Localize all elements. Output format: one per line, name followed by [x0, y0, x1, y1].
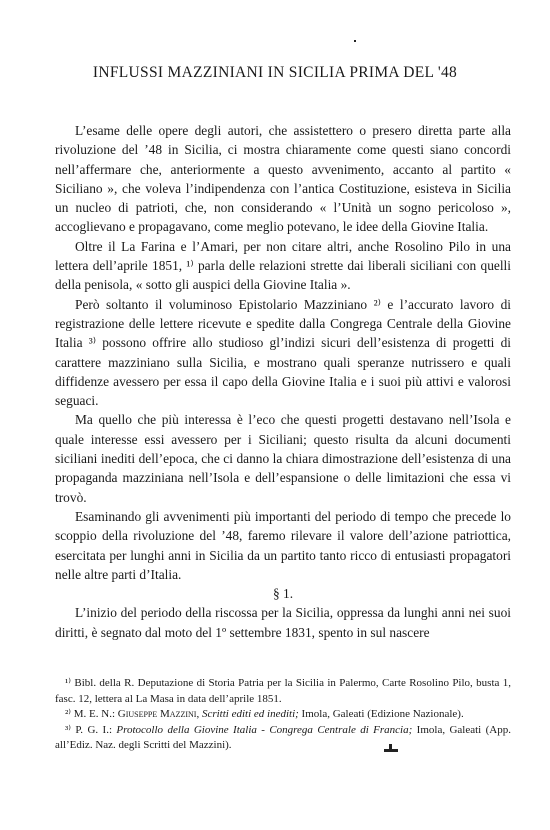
body-text — [55, 121, 511, 642]
footnote-2-suffix: Imola, Galeati (Edizione Nazionale). — [298, 708, 464, 721]
footnote-3-work: Protocollo della Giovine Italia - Congrega Centrale di Francia; — [116, 723, 413, 736]
section-heading: § 1. — [272, 586, 294, 602]
footnote-2-work: Scritti editi ed inediti; — [199, 708, 299, 721]
footnote-3-suffix: Imola, Galeati (App. all’Ediz. Naz. degli Scritti del Mazzini). — [55, 723, 511, 752]
paragraph-4: Ma quello che più interessa è l’eco che questi progetti destavano nell’Isola e quale interesse essi avessero per i Siciliani; questo risulta da alcuni documenti siciliani inediti dell’epoca, che ci danno la chiara dimostrazione dell’esistenza di una propaganda mazziniana nell’Isola e dell’espansione o delle limitazioni che essa vi trovò. — [55, 412, 511, 505]
paragraph-1: L’esame delle opere degli autori, che assistettero o presero diretta parte alla rivoluzione del ’48 in Sicilia, ci mostra chiaramente come questi siano concordi nell’affermare che, anteriormente a questo avvenimento, accanto al partito « Siciliano », che voleva l’indipendenza con l’antica Costituzione, esisteva in Sicilia un nucleo di patrioti, che, non considerando « l’Unità un sogno pericoloso », accoglievano e propagavano, come meglio potevano, le idee della Giovine Italia. — [55, 123, 511, 235]
section-paragraph: L’inizio del periodo della riscossa per la Sicilia, oppressa da lunghi anni nei suoi diritti, è segnato dal moto del 1º settembre 1831, spento in sul nascere — [55, 605, 511, 640]
page-title: INFLUSSI MAZZINIANI IN SICILIA PRIMA DEL '48 — [92, 64, 458, 81]
scan-speck — [354, 40, 356, 42]
footnote-1: ¹⁾ Bibl. della R. Deputazione di Storia Patria per la Sicilia in Palermo, Carte Rosolino Pilo, busta 1, fasc. 12, lettera al La Masa in data dell’aprile 1851. — [55, 677, 511, 705]
footnote-3-prefix: ³⁾ P. G. I.: — [65, 723, 117, 736]
footnote-2 — [55, 707, 511, 723]
scan-speck — [384, 749, 398, 752]
footnote-2-prefix: ²⁾ M. E. N.: — [65, 708, 118, 721]
paragraph-2: Oltre il La Farina e l’Amari, per non citare altri, anche Rosolino Pilo in una lettera dell’aprile 1851, ¹⁾ parla delle relazioni strette dai liberali siciliani con quelli della penisola, « sotto gli auspici della Giovine Italia ». — [55, 238, 511, 293]
paragraph-3: Però soltanto il voluminoso Epistolario Mazziniano ²⁾ e l’accurato lavoro di registrazione delle lettere ricevute e spedite dalla Congrega Centrale della Giovine Italia ³⁾ possono offrire allo studioso gl’indizi sicuri dell’esistenza di progetti di carattere mazziniano sulla Sicilia, e mostrano quali speranze nutrissero e quali diffidenze avessero per essa il capo della Giovine Italia e i suoi più attivi e valorosi seguaci. — [55, 296, 511, 409]
footnote-3 — [55, 723, 511, 754]
footnote-2-author: Giuseppe Mazzini, — [117, 708, 200, 721]
scan-speck — [389, 744, 392, 749]
paragraph-5: Esaminando gli avvenimenti più importanti del periodo di tempo che precede lo scoppio della rivoluzione del ’48, faremo rilevare il valore dell’azione patriottica, esercitata per lunghi anni in Sicilia da un partito tanto ricco di entusiasti propagatori nelle altre parti d’Italia. — [55, 508, 511, 582]
footnotes — [55, 676, 511, 754]
